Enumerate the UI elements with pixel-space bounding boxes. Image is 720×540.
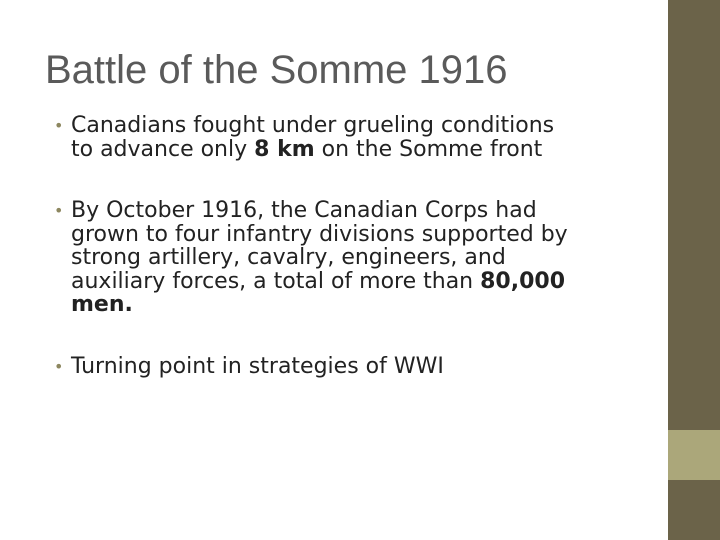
bullet-text: Canadians fought under grueling conditions [71,113,555,138]
bullet-line [71,355,674,379]
bullet-dot-icon: • [54,356,64,376]
bullet-dot-icon: • [54,116,64,135]
side-bar-accent-block [668,430,720,480]
bullet-text: By October 1916, the Canadian Corps had [71,198,537,223]
bullet-line [71,199,674,223]
bullet-line [71,246,674,270]
bullet-item-turning-point [54,355,674,379]
bullet-emphasis: 80,000 [480,268,566,294]
bullet-text: auxiliary forces, a total of more than [71,268,481,294]
bullet-line [71,270,674,294]
bullet-emphasis: men. [71,292,133,317]
slide-title: Battle of the Somme 1916 [45,48,508,92]
bullet-line [71,138,674,162]
bullet-line [71,293,674,317]
bullet-text: to advance only [71,136,255,162]
bullet-text: Turning point in strategies of WWI [71,353,444,379]
bullet-item-canadians-fought [54,114,674,161]
bullet-dot-icon: • [54,201,64,220]
bullet-emphasis: 8 km [254,136,315,162]
side-bar-top [668,0,720,430]
bullet-line [71,114,674,138]
side-bar-bottom [668,480,720,540]
bullet-line [71,223,674,247]
bullet-text: grown to four infantry divisions supported by [71,221,568,247]
bullet-list [54,114,674,378]
bullet-text: strong artillery, cavalry, engineers, and [71,245,506,270]
bullet-text: on the Somme front [314,136,543,162]
bullet-item-canadian-corps [54,199,674,317]
